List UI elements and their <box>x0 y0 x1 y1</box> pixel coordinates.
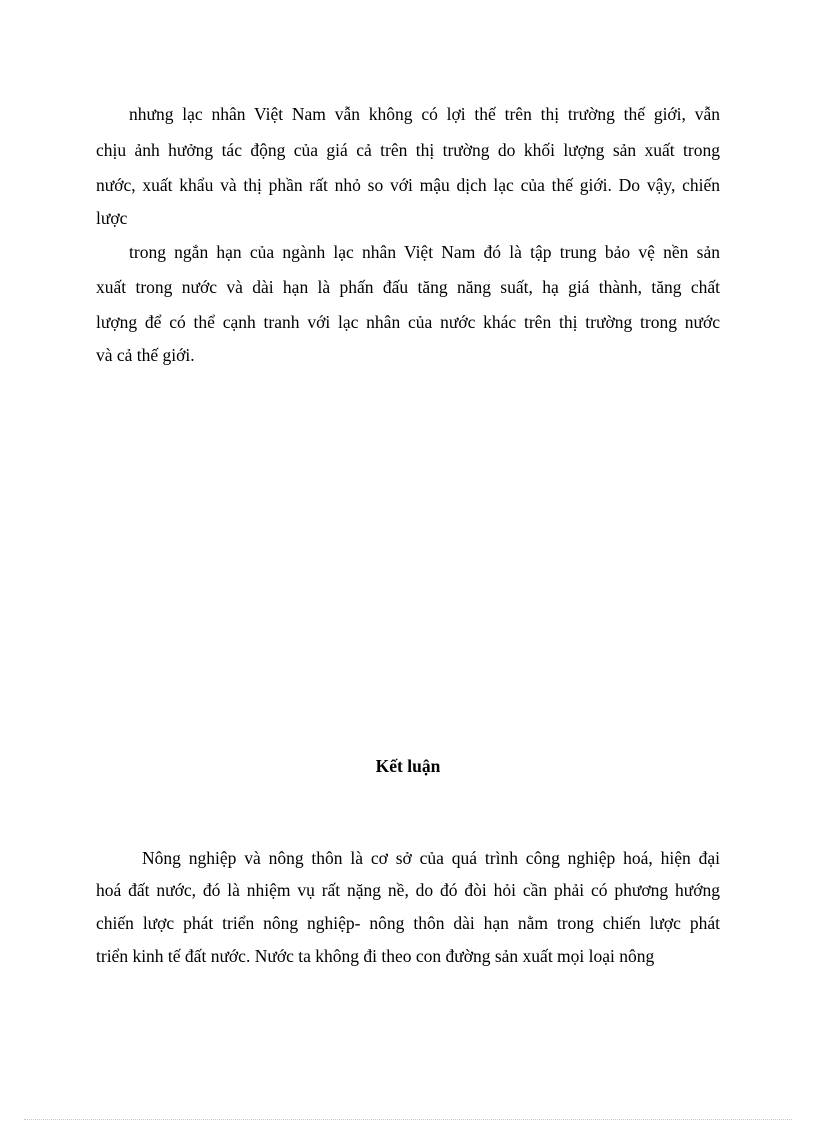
text-line: hoá đất nước, đó là nhiệm vụ rất nặng nề, do đó đòi hỏi cần phải có phương hướng <box>96 880 720 900</box>
page-bottom-border <box>24 1119 792 1120</box>
text-line: chịu ảnh hưởng tác động của giá cả trên thị trường do khối lượng sản xuất trong <box>96 140 720 160</box>
section-title: Kết luận <box>375 756 441 776</box>
text-line: và cả thế giới. <box>96 345 195 365</box>
text-line: triển kinh tế đất nước. Nước ta không đi theo con đường sản xuất mọi loại nông <box>96 946 655 966</box>
text-line: chiến lược phát triển nông nghiệp- nông thôn dài hạn nằm trong chiến lược phát <box>96 913 720 933</box>
text-line: xuất trong nước và dài hạn là phấn đấu tăng năng suất, hạ giá thành, tăng chất <box>96 277 720 297</box>
text-line: nhưng lạc nhân Việt Nam vẫn không có lợi thế trên thị trường thế giới, vẫn <box>129 104 720 124</box>
text-line: Nông nghiệp và nông thôn là cơ sở của quá trình công nghiệp hoá, hiện đại <box>142 848 720 868</box>
text-line: trong ngắn hạn của ngành lạc nhân Việt Nam đó là tập trung bảo vệ nền sản <box>129 242 720 262</box>
text-line: lượng để có thể cạnh tranh với lạc nhân của nước khác trên thị trường trong nước <box>96 312 720 332</box>
text-line: nước, xuất khẩu và thị phần rất nhỏ so với mậu dịch lạc của thế giới. Do vậy, chiến <box>96 175 720 195</box>
text-line: lược <box>96 208 128 228</box>
